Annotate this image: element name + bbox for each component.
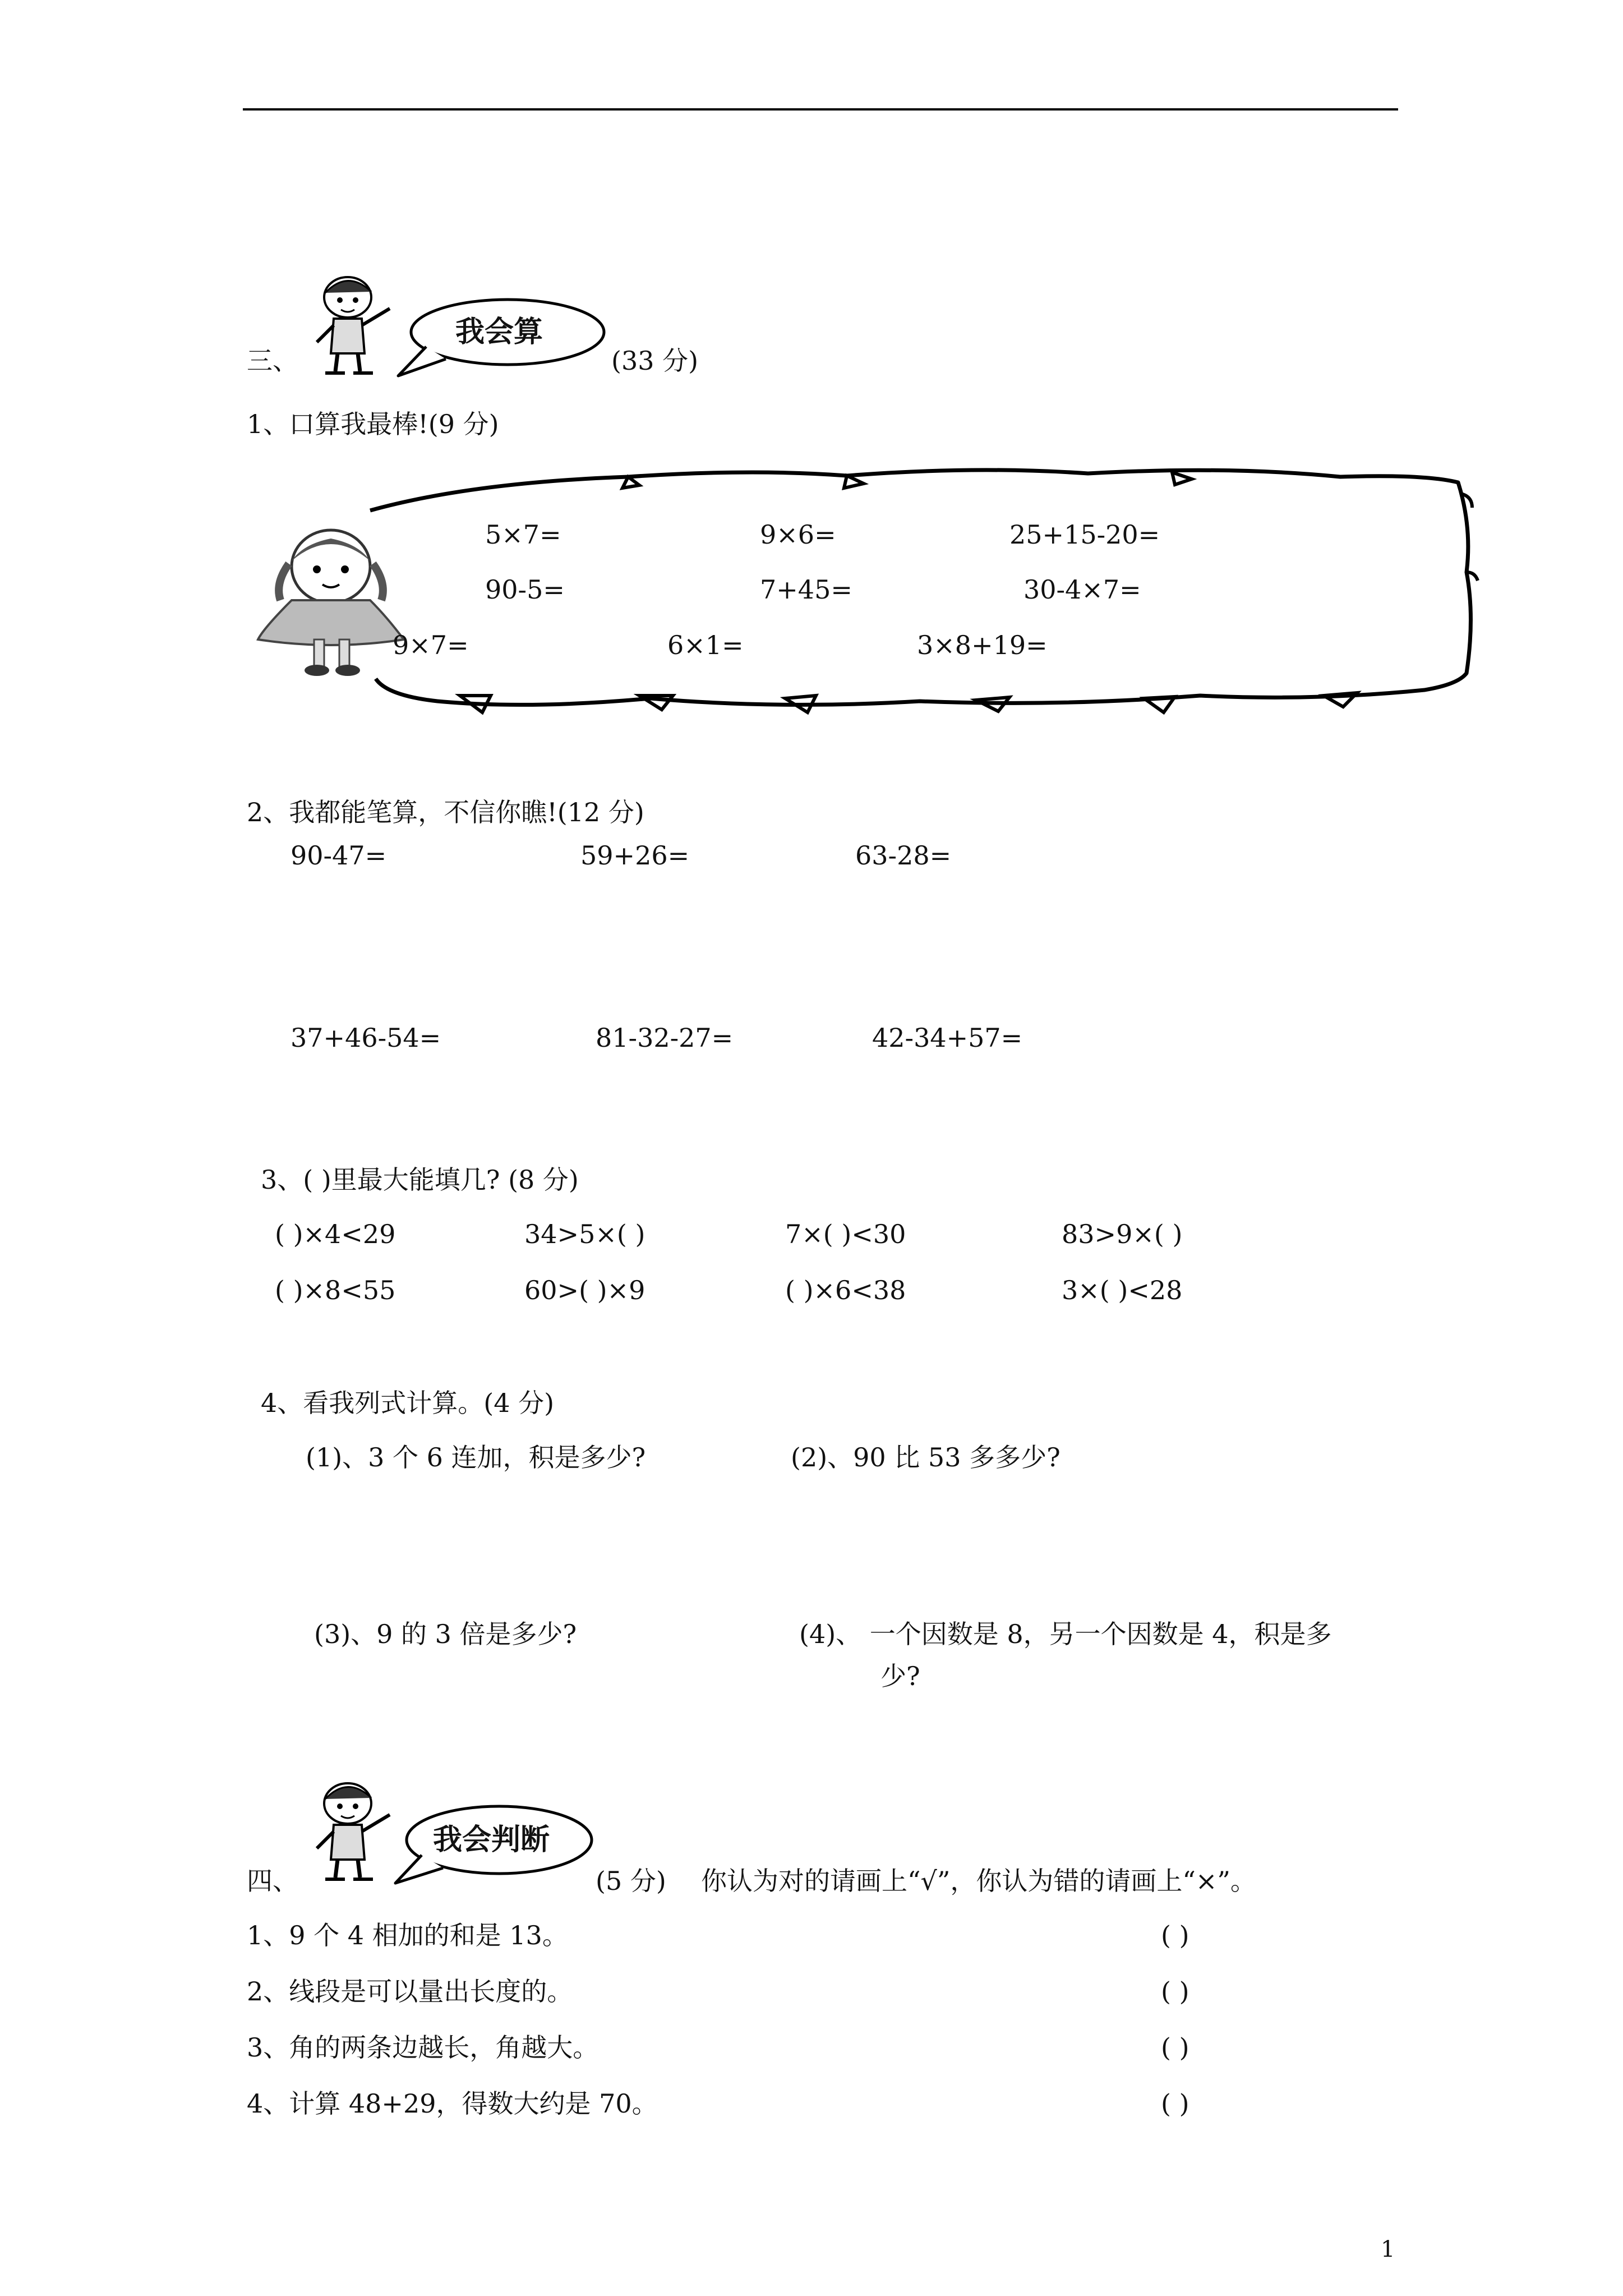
q1-item-8: 6×1=	[667, 630, 744, 660]
q1-item-7: 9×7=	[393, 630, 469, 660]
q2-item-5: 81-32-27=	[596, 1023, 734, 1053]
q1-item-3: 25+15-20=	[1009, 519, 1160, 550]
header-rule	[243, 108, 1398, 111]
judge-answer-4[interactable]: ( )	[1161, 2088, 1189, 2119]
q2-item-4: 37+46-54=	[291, 1023, 441, 1053]
section4-score: (5 分)	[596, 1866, 666, 1896]
q3-title: 3、( )里最大能填几? (8 分)	[261, 1165, 579, 1195]
q3-item-1: ( )×4<29	[275, 1219, 396, 1249]
section3-bubble-label: 我会算	[455, 315, 543, 349]
cartoon-kid-icon	[303, 269, 398, 376]
judge-item-2: 2、线段是可以量出长度的。	[247, 1976, 573, 2007]
q4-part-4-line2: 少?	[880, 1661, 920, 1691]
q4-part-1: (1)、3 个 6 连加，积是多少?	[306, 1442, 646, 1473]
section3-number: 三、	[247, 346, 298, 376]
judge-item-4: 4、计算 48+29，得数大约是 70。	[247, 2088, 658, 2119]
page-number: 1	[1381, 2237, 1395, 2262]
q3-item-7: ( )×6<38	[785, 1275, 906, 1305]
section4-number: 四、	[247, 1866, 298, 1896]
q4-part-4-line1: (4)、 一个因数是 8，另一个因数是 4，积是多	[799, 1619, 1332, 1649]
q2-title: 2、我都能笔算，不信你瞧!(12 分)	[247, 797, 644, 827]
section3-score: (33 分)	[611, 346, 699, 376]
cartoon-kid-icon	[303, 1775, 398, 1882]
q2-item-3: 63-28=	[855, 840, 952, 871]
q1-item-2: 9×6=	[760, 519, 836, 550]
q4-title: 4、看我列式计算。(4 分)	[261, 1388, 555, 1418]
judge-item-3: 3、角的两条边越长，角越大。	[247, 2032, 599, 2063]
q3-item-4: 83>9×( )	[1062, 1219, 1183, 1249]
q1-item-4: 90-5=	[485, 574, 565, 605]
judge-answer-3[interactable]: ( )	[1161, 2032, 1189, 2063]
q4-part-3: (3)、9 的 3 倍是多少?	[314, 1619, 577, 1649]
q1-item-1: 5×7=	[485, 519, 561, 550]
q2-item-6: 42-34+57=	[872, 1023, 1023, 1053]
q3-item-2: 34>5×( )	[524, 1219, 645, 1249]
judge-answer-2[interactable]: ( )	[1161, 1976, 1189, 2007]
q1-item-5: 7+45=	[760, 574, 852, 605]
q3-item-3: 7×( )<30	[785, 1219, 906, 1249]
q3-item-5: ( )×8<55	[275, 1275, 396, 1305]
q2-item-2: 59+26=	[580, 840, 690, 871]
judge-item-1: 1、9 个 4 相加的和是 13。	[247, 1920, 568, 1950]
q1-title: 1、口算我最棒!(9 分)	[247, 409, 499, 439]
q1-item-6: 30-4×7=	[1023, 574, 1141, 605]
q1-item-9: 3×8+19=	[917, 630, 1048, 660]
q2-item-1: 90-47=	[291, 840, 387, 871]
q3-item-6: 60>( )×9	[524, 1275, 645, 1305]
q4-part-2: (2)、90 比 53 多多少?	[791, 1442, 1061, 1473]
q3-item-8: 3×( )<28	[1062, 1275, 1183, 1305]
judge-answer-1[interactable]: ( )	[1161, 1920, 1189, 1950]
section4-instruction: 你认为对的请画上“√”，你认为错的请画上“×”。	[701, 1866, 1256, 1896]
section4-bubble-label: 我会判断	[433, 1823, 550, 1857]
